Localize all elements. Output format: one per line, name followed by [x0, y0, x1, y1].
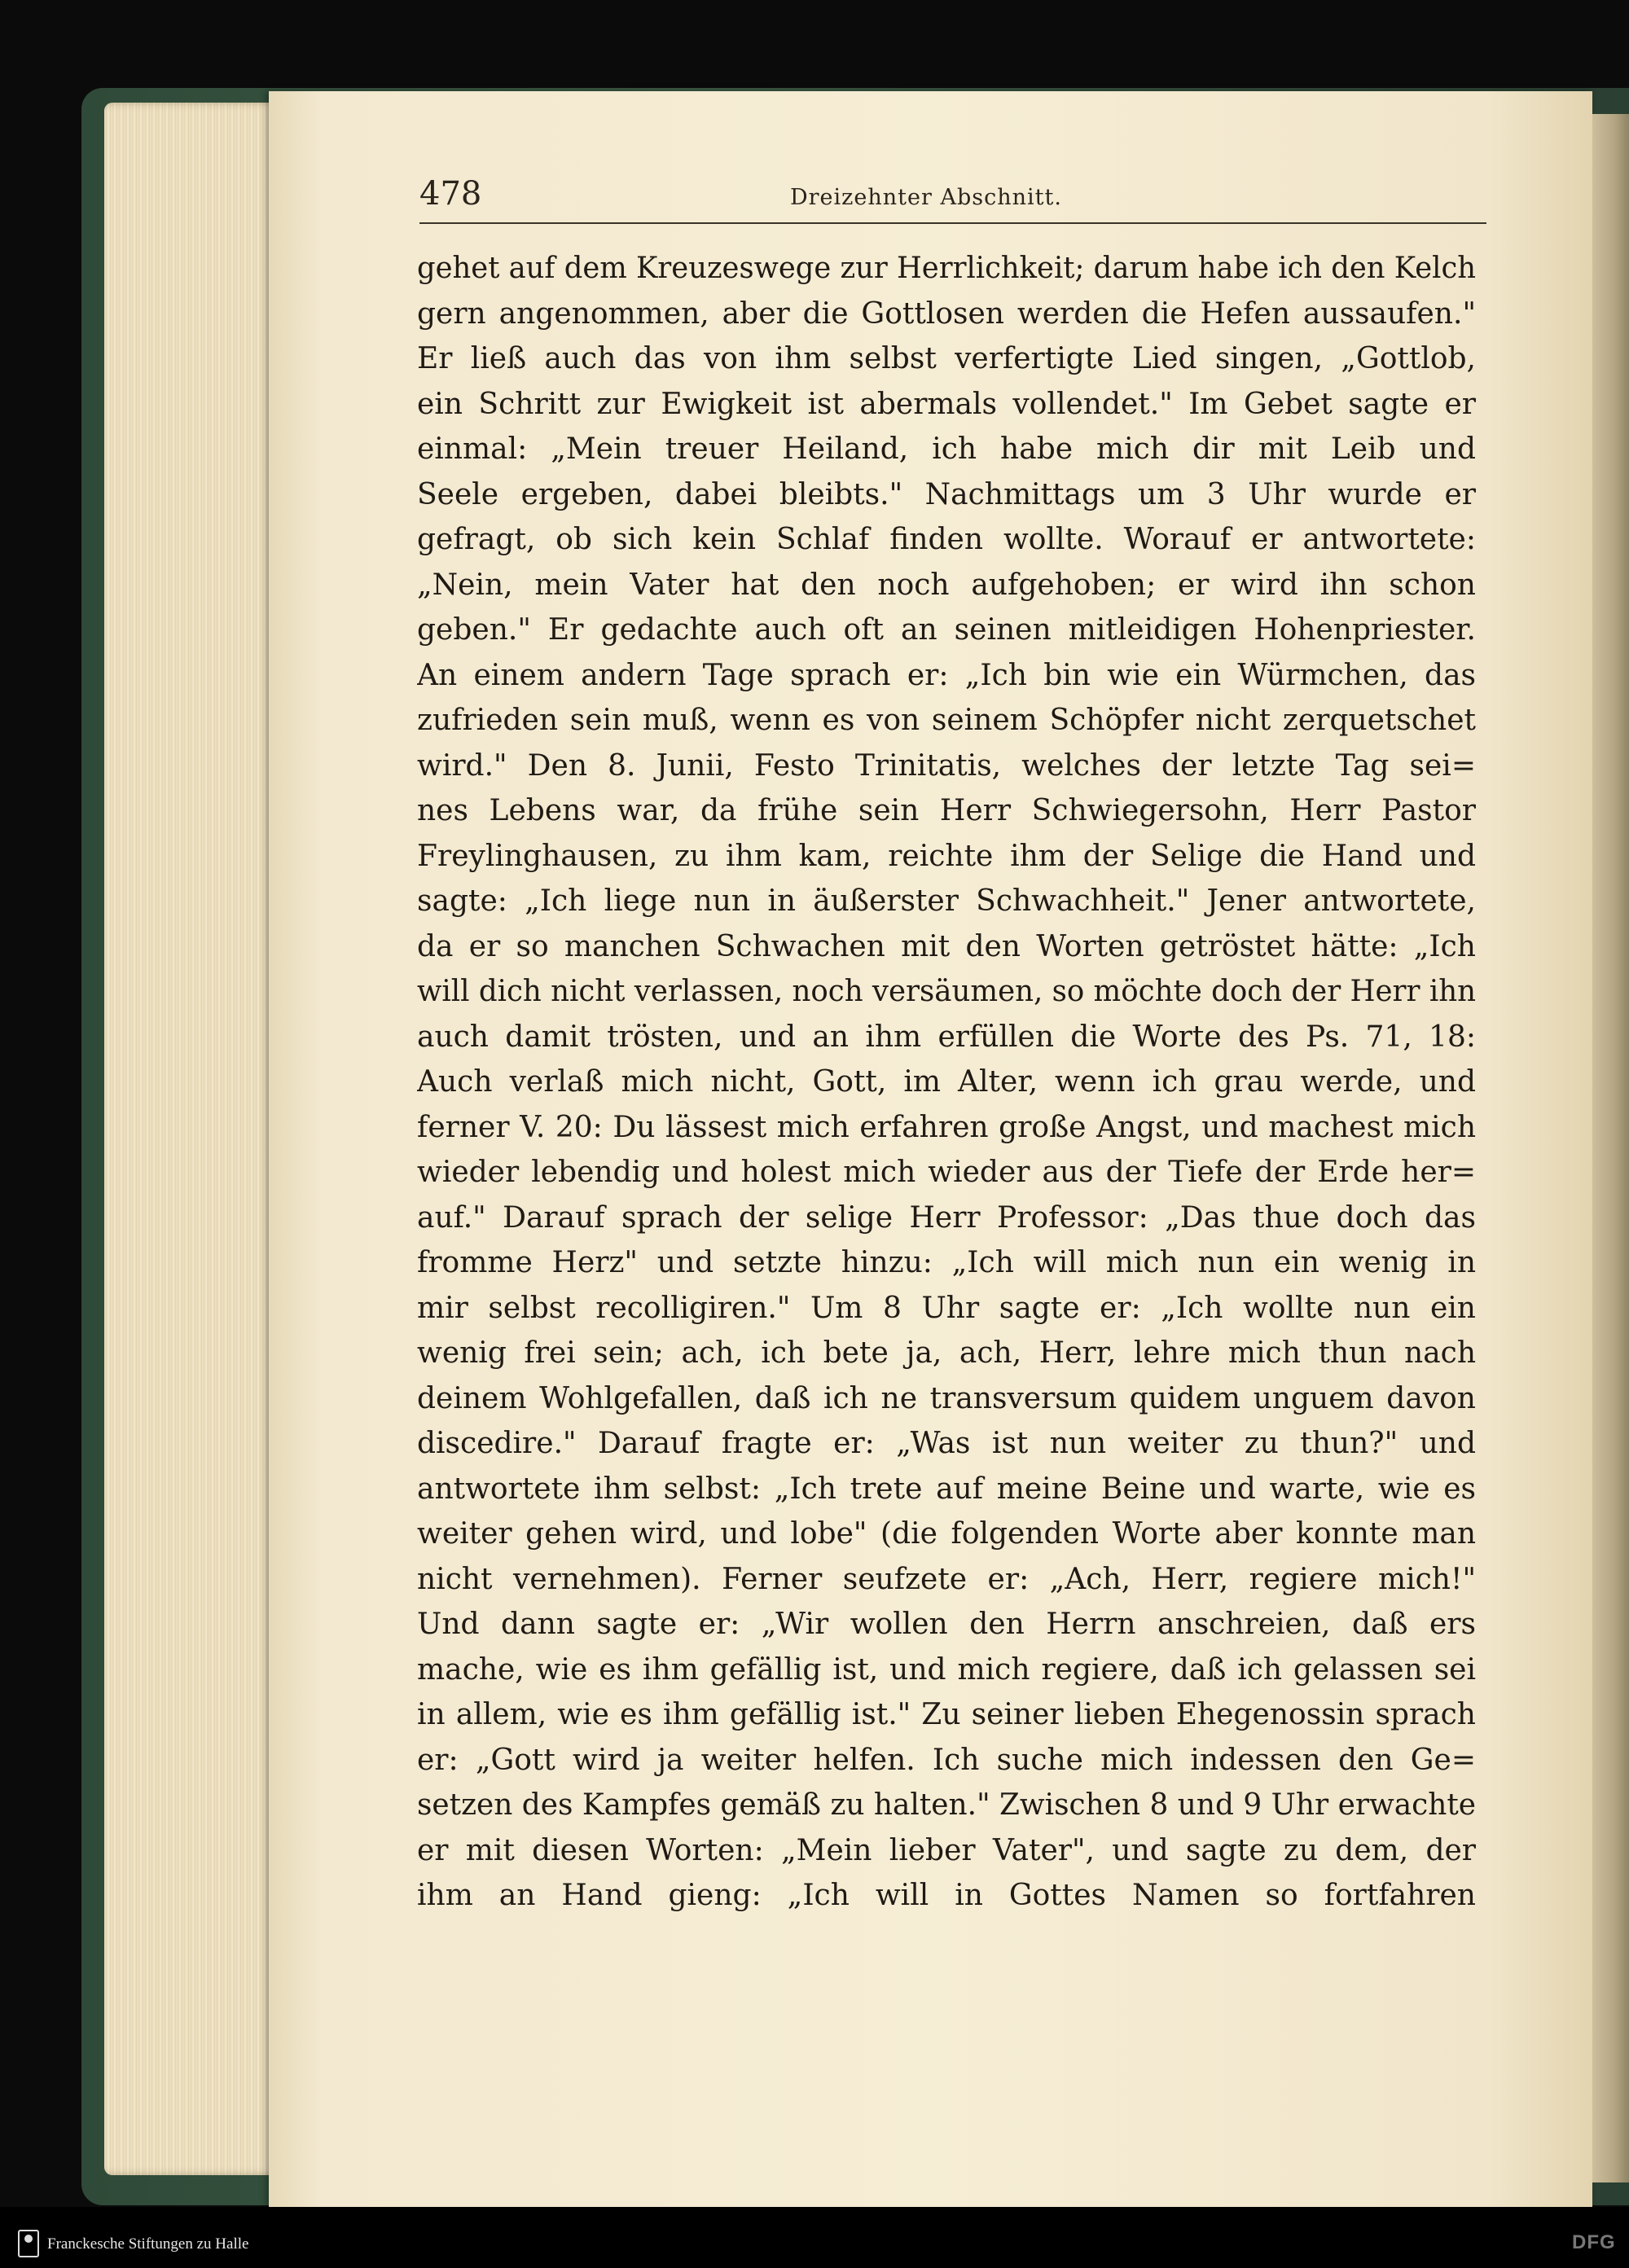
text-line: Seele ergeben, dabei bleibts." Nachmittags um 3 Uhr wurde er: [417, 477, 1476, 511]
text-line: auf." Darauf sprach der selige Herr Professor: „Das thue doch das: [417, 1200, 1476, 1235]
text-line: setzen des Kampfes gemäß zu halten." Zwischen 8 und 9 Uhr erwachte: [417, 1788, 1476, 1822]
text-line: „Nein, mein Vater hat den noch aufgehoben; er wird ihn schon: [417, 568, 1476, 602]
text-line: gefragt, ob sich kein Schlaf finden wollte. Worauf er antwortete:: [417, 523, 1476, 556]
foundation-logo-icon: [18, 2230, 39, 2257]
text-line: wenig frei sein; ach, ich bete ja, ach, Herr, lehre mich thun nach: [417, 1336, 1476, 1370]
text-line: geben." Er gedachte auch oft an seinen mitleidigen Hohenpriester.: [417, 613, 1476, 647]
text-line: sagte: „Ich liege nun in äußerster Schwachheit." Jener antwortete,: [417, 884, 1476, 918]
text-line: er mit diesen Worten: „Mein lieber Vater", und sagte zu dem, der: [417, 1833, 1476, 1867]
text-line: er: „Gott wird ja weiter helfen. Ich suche mich indessen den Ge=: [417, 1743, 1476, 1777]
text-line: nicht vernehmen). Ferner seufzete er: „Ach, Herr, regiere mich!": [417, 1562, 1476, 1596]
text-line: wird." Den 8. Junii, Festo Trinitatis, welches der letzte Tag sei=: [417, 748, 1476, 783]
text-line: wieder lebendig und holest mich wieder aus der Tiefe der Erde her=: [417, 1156, 1476, 1189]
text-line: discedire." Darauf fragte er: „Was ist nun weiter zu thun?" und: [417, 1427, 1476, 1460]
text-line: ihm an Hand gieng: „Ich will in Gottes Namen so fortfahren: [417, 1879, 1476, 1912]
text-line: deinem Wohlgefallen, daß ich ne transversum quidem unguem davon: [417, 1381, 1476, 1415]
text-line: fromme Herz" und setzte hinzu: „Ich will mich nun ein wenig in: [417, 1246, 1476, 1279]
text-line: auch damit trösten, und an ihm erfüllen die Worte des Ps. 71, 18:: [417, 1020, 1476, 1054]
institution-name: Franckesche Stiftungen zu Halle: [47, 2235, 249, 2253]
text-line: in allem, wie es ihm gefällig ist." Zu seiner lieben Ehegenossin sprach: [417, 1698, 1476, 1731]
dfg-logo: DFG: [1572, 2231, 1616, 2253]
text-line: Freylinghausen, zu ihm kam, reichte ihm der Selige die Hand und: [417, 839, 1476, 873]
text-line: da er so manchen Schwachen mit den Worten getröstet hätte: „Ich: [417, 929, 1476, 963]
text-line: Er ließ auch das von ihm selbst verfertigte Lied singen, „Gottlob,: [417, 342, 1476, 375]
text-line: einmal: „Mein treuer Heiland, ich habe mich dir mit Leib und: [417, 432, 1476, 466]
text-line: zufrieden sein muß, wenn es von seinem Schöpfer nicht zerquetschet: [417, 704, 1476, 737]
text-line: ferner V. 20: Du lässest mich erfahren große Angst, und machest mich: [417, 1110, 1476, 1144]
text-line: gern angenommen, aber die Gottlosen werden die Hefen aussaufen.": [417, 296, 1476, 331]
text-line: ein Schritt zur Ewigkeit ist abermals vollendet." Im Gebet sagte er: [417, 387, 1476, 421]
page-header: [419, 173, 1486, 224]
text-line: Auch verlaß mich nicht, Gott, im Alter, wenn ich grau werde, und: [417, 1065, 1476, 1099]
text-line: mir selbst recolligiren." Um 8 Uhr sagte er: „Ich wollte nun ein: [417, 1291, 1476, 1325]
right-page-edge: [1592, 114, 1629, 2182]
text-line: antwortete ihm selbst: „Ich trete auf meine Beine und warte, wie es: [417, 1472, 1476, 1506]
body-text: [417, 246, 1476, 1919]
text-line: gehet auf dem Kreuzeswege zur Herrlichkeit; darum habe ich den Kelch: [417, 252, 1476, 285]
text-line: weiter gehen wird, und lobe" (die folgenden Worte aber konnte man: [417, 1517, 1476, 1551]
text-line: Und dann sagte er: „Wir wollen den Herrn anschreien, daß ers: [417, 1608, 1476, 1641]
text-line: will dich nicht verlassen, noch versäumen, so möchte doch der Herr ihn: [417, 975, 1476, 1008]
text-line: An einem andern Tage sprach er: „Ich bin wie ein Würmchen, das: [417, 658, 1476, 692]
running-head: Dreizehnter Abschnitt.: [790, 185, 1062, 210]
text-line: mache, wie es ihm gefällig ist, und mich regiere, daß ich gelassen sei: [417, 1652, 1476, 1687]
page-number: 478: [419, 175, 482, 213]
text-line: nes Lebens war, da frühe sein Herr Schwiegersohn, Herr Pastor: [417, 794, 1476, 827]
page-edges: [104, 103, 279, 2175]
